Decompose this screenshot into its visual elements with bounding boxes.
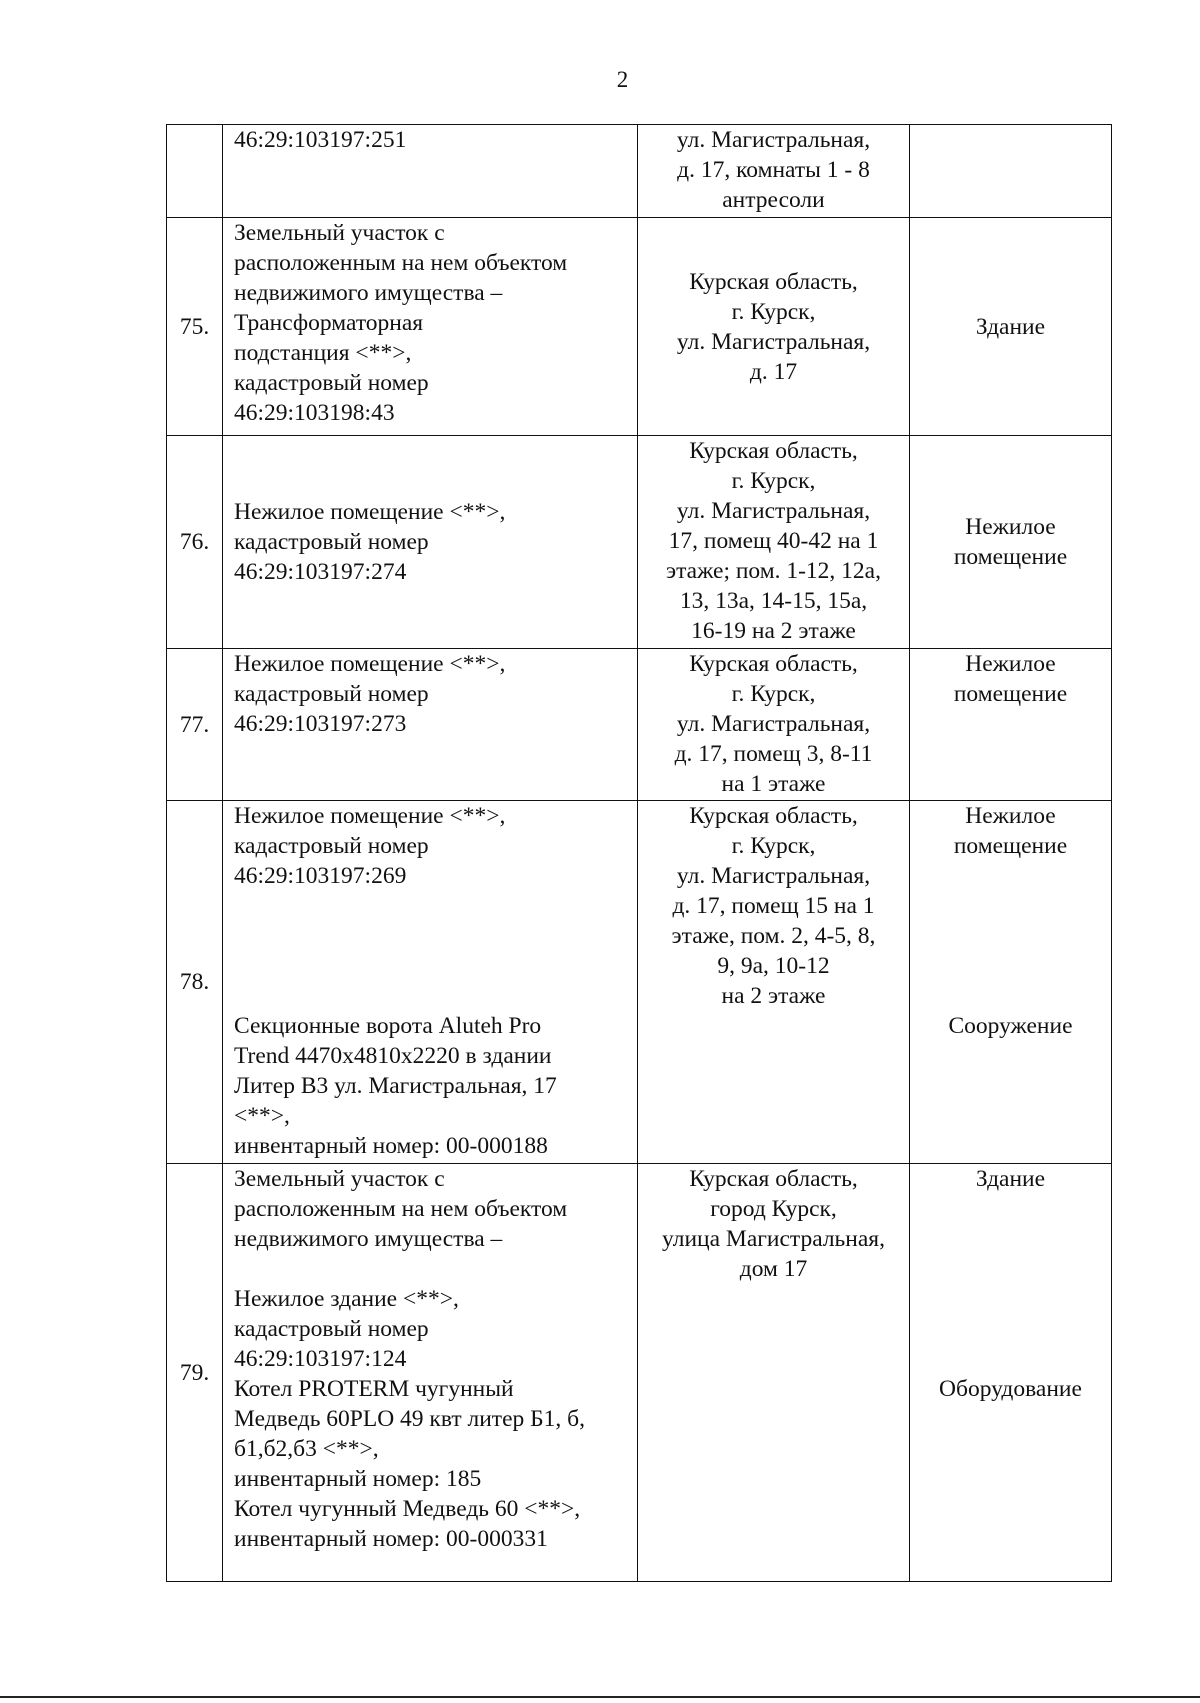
table-row — [167, 125, 1112, 218]
object-name-cell: 46:29:103197:251 — [223, 125, 638, 218]
table-row — [167, 218, 1112, 436]
address-cell: Курская область, город Курск, улица Магистральная, дом 17 — [638, 1164, 910, 1582]
row-number: 76. — [167, 436, 223, 649]
table-row — [167, 1164, 1112, 1582]
object-name-cell — [223, 1164, 638, 1582]
object-name-cell: Нежилое помещение <**>, кадастровый номер 46:29:103197:273 — [223, 649, 638, 801]
row-number: 78. — [167, 801, 223, 1164]
table-row — [167, 649, 1112, 801]
object-name-cell: Нежилое помещение <**>, кадастровый номер 46:29:103197:274 — [223, 436, 638, 649]
object-type-cell — [910, 125, 1112, 218]
row-number: 79. — [167, 1164, 223, 1582]
object-type-cell: Здание — [910, 218, 1112, 436]
object-entry: Котел чугунный Медведь 60 <**>, инвентарный номер: 00-000331 — [234, 1496, 581, 1552]
object-type-cell: Нежилое помещение — [910, 649, 1112, 801]
table-row — [167, 801, 1112, 1164]
page-number: 2 — [616, 67, 629, 92]
object-type-cell: Нежилое помещение — [910, 436, 1112, 649]
address-cell: Курская область, г. Курск, ул. Магистральная, д. 17 — [638, 218, 910, 436]
object-entry: Котел PROTERM чугунный Медведь 60PLO 49 квт литер Б1, б, б1,б2,б3 <**>, инвентарный номер: 185 — [234, 1376, 585, 1492]
object-name-cell: Земельный участок с расположенным на нем объектом недвижимого имущества – Трансформаторная подстанция <**>, кадастровый номер 46:29:103198:43 — [223, 218, 638, 436]
object-entry: Нежилое помещение <**>, кадастровый номер 46:29:103197:269 — [234, 803, 506, 889]
object-name-cell — [223, 801, 638, 1164]
address-cell: ул. Магистральная, д. 17, комнаты 1 - 8 антресоли — [638, 125, 910, 218]
row-number — [167, 125, 223, 218]
object-type-cell: Нежилое помещение Сооружение — [910, 801, 1112, 1164]
row-number: 77. — [167, 649, 223, 801]
object-entry: Земельный участок с расположенным на нем объектом недвижимого имущества – — [234, 1166, 568, 1252]
address-cell: Курская область, г. Курск, ул. Магистральная, д. 17, помещ 15 на 1 этаже, пом. 2, 4-5, 8, 9, 9а, 10-12 на 2 этаже — [638, 801, 910, 1164]
address-cell: Курская область, г. Курск, ул. Магистральная, 17, помещ 40-42 на 1 этаже; пом. 1-12, 12а, 13, 13а, 14-15, 15а, 16-19 на 2 этаже — [638, 436, 910, 649]
row-number: 75. — [167, 218, 223, 436]
address-cell: Курская область, г. Курск, ул. Магистральная, д. 17, помещ 3, 8-11 на 1 этаже — [638, 649, 910, 801]
object-entry: Нежилое здание <**>, кадастровый номер 46:29:103197:124 — [234, 1286, 459, 1372]
object-type-cell: Здание Оборудование — [910, 1164, 1112, 1582]
page-bottom-edge — [0, 1696, 1200, 1698]
object-entry: Секционные ворота Aluteh Pro Trend 4470x4810x2220 в здании Литер В3 ул. Магистральная, 17 <**>, инвентарный номер: 00-000188 — [234, 1013, 557, 1159]
table-row — [167, 436, 1112, 649]
property-table — [166, 124, 1112, 1582]
